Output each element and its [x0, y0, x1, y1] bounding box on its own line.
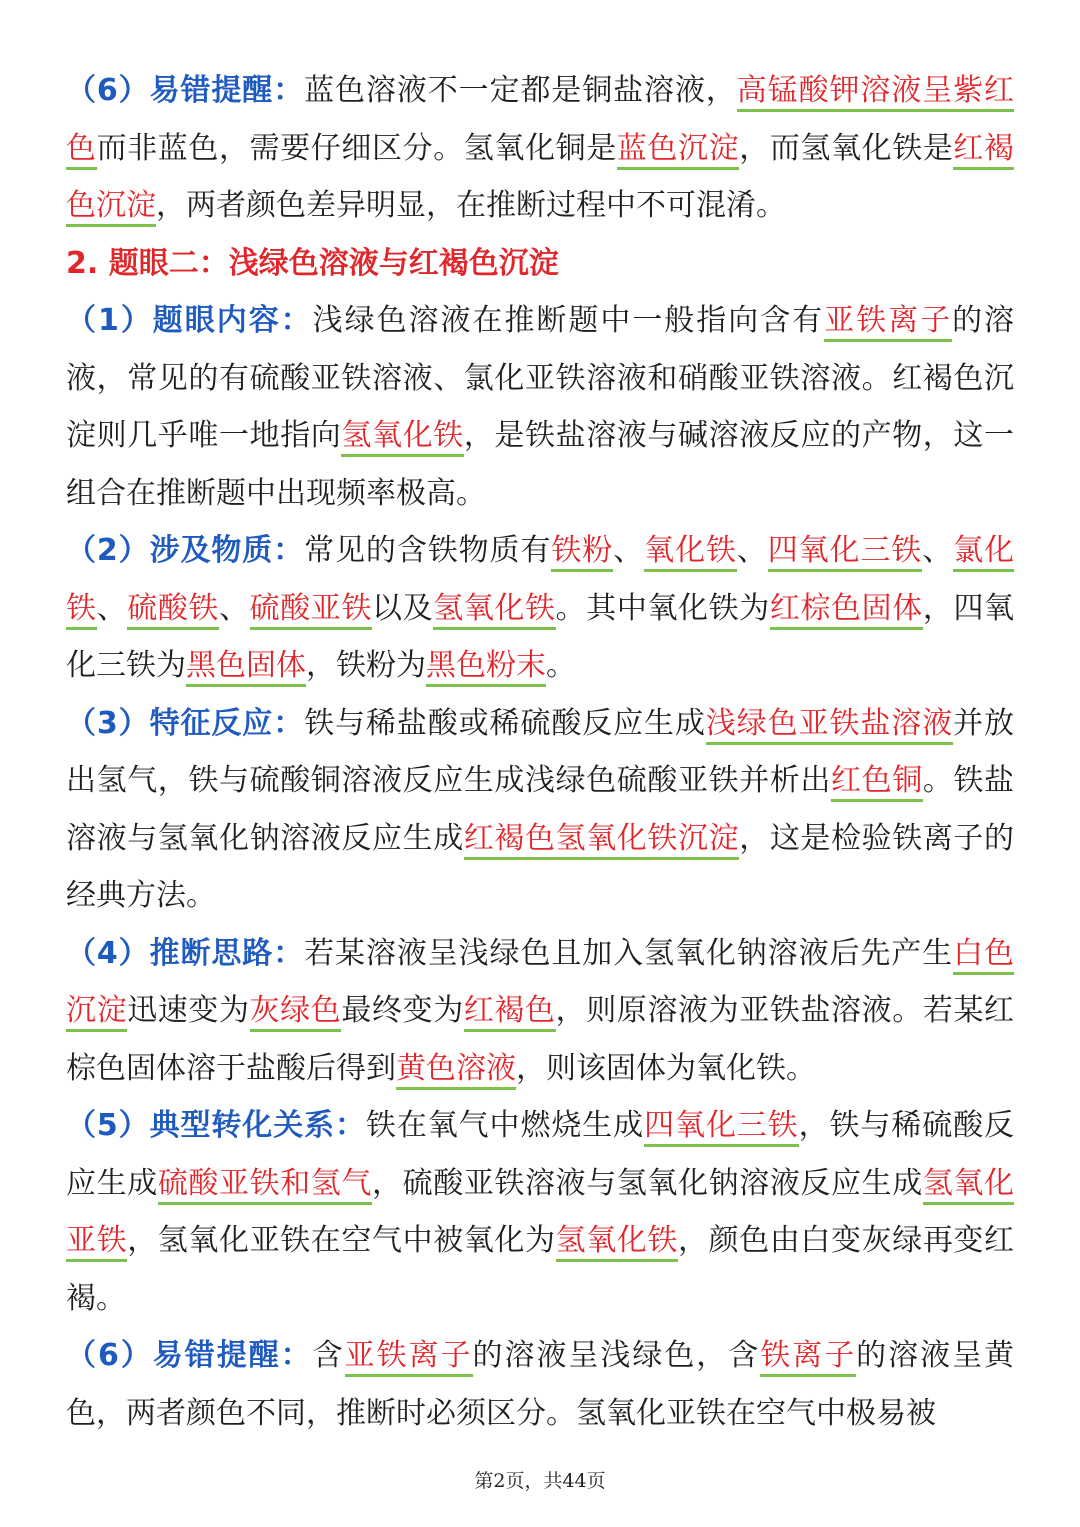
highlighted-term: 白色沉淀	[66, 936, 1014, 1033]
item-label: （4）推断思路：	[66, 935, 305, 971]
text-run: 、	[736, 533, 768, 568]
paragraph	[66, 1327, 1014, 1442]
text-run: 的溶液，常见的有硫酸亚铁溶液、氯化亚铁溶液和硝酸亚铁溶液。红褐色沉淀则几乎唯一地指向	[66, 303, 1015, 453]
text-run: ，颜色由白变灰绿再变红褐。	[66, 1223, 1015, 1316]
paragraph	[66, 522, 1014, 695]
text-run: ，硫酸亚铁溶液与氢氧化钠溶液反应生成	[372, 1165, 923, 1201]
text-run: ，铁粉为	[306, 648, 426, 683]
highlighted-term: 氢氧化亚铁	[66, 1166, 1014, 1263]
text-run: 并放出氢气，铁与硫酸铜溶液反应生成浅绿色硫酸亚铁并析出	[66, 705, 1015, 798]
text-run: 迅速变为	[127, 993, 250, 1028]
text-run: 。铁盐溶液与氢氧化钠溶液反应生成	[66, 763, 1015, 856]
text-run: 。	[546, 648, 576, 683]
text-run: 常见的含铁物质有	[304, 533, 552, 568]
text-run: 含	[312, 1338, 345, 1373]
text-run: 铁在氧气中燃烧生成	[365, 1108, 645, 1143]
highlighted-term: 氯化铁	[66, 533, 1014, 630]
text-run: ，铁与稀硫酸反应生成	[66, 1108, 1015, 1201]
highlighted-term: 红褐色沉淀	[66, 131, 1014, 228]
highlighted-term: 黑色固体	[186, 648, 306, 687]
highlighted-term: 氢氧化铁	[433, 591, 555, 630]
highlighted-term: 四氧化三铁	[768, 533, 923, 572]
text-run: 铁与稀盐酸或稀硫酸反应生成	[304, 705, 706, 741]
highlighted-term: 氧化铁	[644, 533, 737, 572]
highlighted-term: 铁离子	[760, 1338, 856, 1377]
item-label: （6）易错提醒：	[66, 1338, 313, 1373]
text-run: 以及	[372, 590, 434, 626]
paragraph	[66, 292, 1014, 522]
text-run: 、	[613, 533, 645, 568]
item-label: （5）典型转化关系：	[66, 1108, 366, 1143]
text-run: ，氢氧化亚铁在空气中被氧化为	[127, 1223, 556, 1258]
highlighted-term: 红褐色	[464, 993, 556, 1032]
item-label: （2）涉及物质：	[66, 533, 305, 568]
item-label: （1）题眼内容：	[66, 303, 313, 338]
text-run: 而非蓝色，需要仔细区分。氢氧化铜是	[96, 130, 617, 166]
highlighted-term: 亚铁离子	[824, 303, 952, 342]
highlighted-term: 红棕色固体	[770, 591, 923, 630]
document-body	[66, 62, 1014, 1442]
highlighted-term: 硫酸铁	[127, 591, 219, 630]
paragraph	[66, 695, 1014, 925]
highlighted-term: 灰绿色	[250, 993, 342, 1032]
text-run: ，则该固体为氧化铁。	[516, 1050, 816, 1086]
highlighted-term: 亚铁离子	[345, 1338, 473, 1377]
text-run: ，两者颜色差异明显，在推断过程中不可混淆。	[156, 188, 786, 223]
highlighted-term: 黄色溶液	[396, 1051, 516, 1090]
text-run: 若某溶液呈浅绿色且加入氢氧化钠溶液后先产生	[304, 935, 954, 971]
text-run: 、	[96, 590, 128, 626]
item-label: （3）特征反应：	[66, 705, 305, 741]
paragraph	[66, 1097, 1014, 1327]
highlighted-term: 四氧化三铁	[644, 1108, 799, 1147]
text-run: ，这是检验铁离子的经典方法。	[66, 820, 1015, 913]
text-run: 。其中氧化铁为	[555, 590, 770, 626]
item-label: （6）易错提醒：	[66, 73, 305, 108]
page-number: 第2页，共44页	[474, 1470, 606, 1492]
text-run: ，是铁盐溶液与碱溶液反应的产物，这一组合在推断题中出现频率极高。	[66, 418, 1015, 511]
text-run: 最终变为	[341, 993, 464, 1028]
text-run: 、	[219, 590, 250, 626]
highlighted-term: 硫酸亚铁	[250, 591, 372, 630]
text-run: 2. 题眼二：浅绿色溶液与红褐色沉淀	[66, 245, 559, 281]
highlighted-term: 浅绿色亚铁盐溶液	[706, 706, 953, 745]
text-run: ，则原溶液为亚铁盐溶液。若某红棕色固体溶于盐酸后得到	[66, 993, 1015, 1086]
highlighted-term: 高锰酸钾溶液呈紫红色	[66, 73, 1014, 170]
highlighted-term: 铁粉	[551, 533, 613, 572]
highlighted-term: 黑色粉末	[426, 648, 546, 687]
text-run: ，四氧化三铁为	[66, 590, 1015, 683]
text-run: 的溶液呈浅绿色，含	[472, 1338, 761, 1373]
text-run: 浅绿色溶液在推断题中一般指向含有	[312, 303, 825, 338]
paragraph	[66, 62, 1014, 235]
text-run: ，而氢氧化铁是	[739, 130, 954, 166]
highlighted-term: 氢氧化铁	[341, 418, 463, 457]
section-heading	[66, 235, 1014, 293]
highlighted-term: 红色铜	[831, 763, 923, 802]
highlighted-term: 氢氧化铁	[556, 1223, 678, 1262]
highlighted-term: 蓝色沉淀	[617, 131, 739, 170]
highlighted-term: 硫酸亚铁和氢气	[158, 1166, 372, 1205]
text-run: 蓝色溶液不一定都是铜盐溶液，	[304, 73, 737, 108]
paragraph	[66, 925, 1014, 1098]
text-run: 的溶液呈黄色，两者颜色不同，推断时必须区分。氢氧化亚铁在空气中极易被	[66, 1338, 1015, 1431]
text-run: 、	[922, 533, 954, 568]
highlighted-term: 红褐色氢氧化铁沉淀	[464, 821, 739, 860]
